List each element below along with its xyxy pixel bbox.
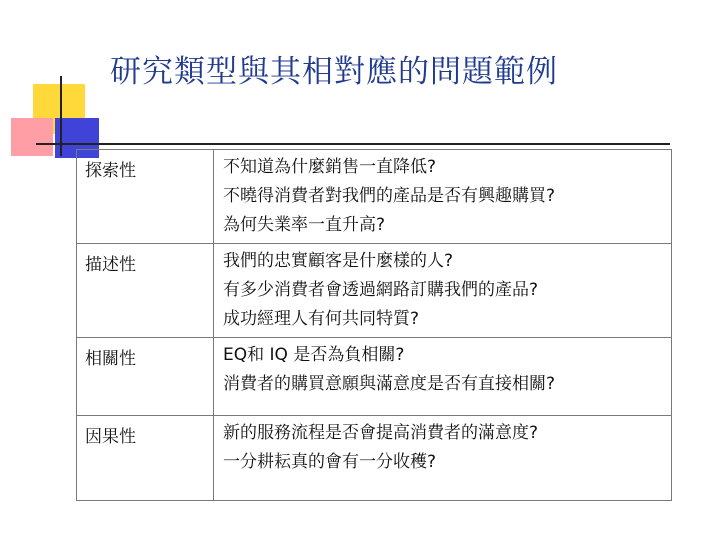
question-text: 一分耕耘真的會有一分收穫?: [223, 452, 437, 472]
questions-cell: [214, 338, 672, 416]
category-cell: 相關性: [77, 338, 214, 416]
category-cell: 描述性: [77, 244, 214, 338]
table-row: [77, 244, 672, 338]
decor-line-horizontal: [36, 143, 670, 145]
questions-cell: [214, 416, 672, 501]
research-types-table: [76, 149, 672, 501]
question-text: 我們的忠實顧客是什麼樣的人?: [223, 251, 454, 271]
table-row: [77, 150, 672, 244]
question-text: 有多少消費者會透過網路訂購我們的產品?: [223, 280, 539, 300]
question-text: 不曉得消費者對我們的產品是否有興趣購買?: [223, 186, 556, 206]
question-text: 不知道為什麼銷售一直降低?: [223, 157, 437, 177]
question-text: 成功經理人有何共同特質?: [223, 309, 420, 329]
table-row: [77, 416, 672, 501]
question-text: 新的服務流程是否會提高消費者的滿意度?: [223, 423, 539, 443]
category-cell: 因果性: [77, 416, 214, 501]
question-text: 為何失業率一直升高?: [223, 215, 386, 235]
question-text: 消費者的購買意願與滿意度是否有直接相關?: [223, 374, 556, 394]
category-cell: 探索性: [77, 150, 214, 244]
decor-square-red: [11, 118, 53, 156]
table-row: [77, 338, 672, 416]
questions-cell: [214, 150, 672, 244]
slide-title: 研究類型與其相對應的問題範例: [110, 54, 558, 90]
question-text: EQ和 IQ 是否為負相關?: [223, 345, 405, 365]
questions-cell: [214, 244, 672, 338]
